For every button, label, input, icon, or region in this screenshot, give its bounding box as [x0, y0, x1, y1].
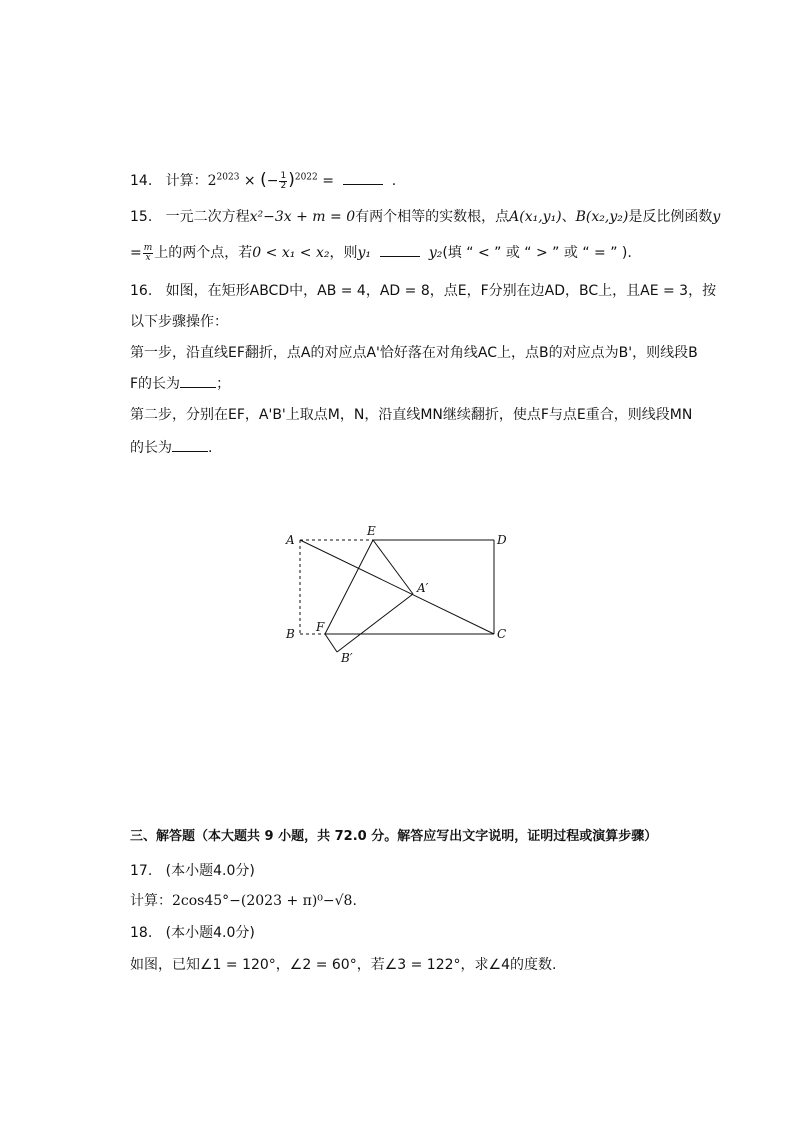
- question-18-body: 如图，已知∠1 = 120°，∠2 = 60°，若∠3 = 122°，求∠4的度数.: [130, 957, 557, 973]
- label-b-prime: B′: [341, 651, 353, 665]
- question-15-cont: = $\frac{m}{x}$ 上的两个点，若0 < x₁ < x₂，则y₁ y₂(填 “ < ” 或 “ > ” 或 “ = ” ).: [130, 242, 632, 263]
- question-17-body: 计算：2cos45°−(2023 + π)⁰−√8.: [130, 893, 357, 909]
- question-number: 15.: [130, 209, 153, 225]
- equation: x²−3x + m = 0: [249, 209, 356, 225]
- question-14: 14. 计算：$2^{2023}$ × (− $\frac{1}{2}$ )$^{2022}$ = .: [130, 170, 397, 191]
- label-d: D: [497, 533, 507, 547]
- answer-blank[interactable]: [172, 439, 208, 452]
- label-c: C: [497, 627, 507, 641]
- label-e: E: [367, 524, 376, 538]
- fraction: $\frac{m}{x}$: [143, 242, 153, 263]
- answer-blank[interactable]: [380, 244, 420, 257]
- question-label: 计算：: [165, 173, 208, 189]
- label-b: B: [286, 627, 295, 641]
- equals-sign: =: [322, 173, 334, 189]
- condition: 0 < x₁ < x₂: [252, 245, 330, 261]
- minus-sign: −: [266, 173, 279, 189]
- expression: 2cos45°−(2023 + π)⁰−√8.: [172, 893, 357, 909]
- rectangle-fold-figure: [280, 520, 520, 670]
- power-base: 2: [207, 173, 217, 189]
- question-points: (本小题4.0分): [165, 925, 255, 941]
- power-exponent: 2023: [216, 172, 240, 183]
- segment-ea-prime: [373, 540, 413, 594]
- question-16-line1: 16. 如图，在矩形ABCD中，AB = 4，AD = 8，点E，F分别在边AD，BC上，且AE = 3，按: [130, 283, 717, 299]
- label-f: F: [316, 620, 325, 634]
- fold-line-ef: [325, 540, 373, 634]
- question-number: 18.: [130, 925, 153, 941]
- question-number: 16.: [130, 283, 153, 299]
- diagonal-ac: [300, 540, 494, 634]
- question-points: (本小题4.0分): [165, 863, 255, 879]
- question-16-line6: 的长为 .: [130, 440, 213, 456]
- question-17-header: [130, 861, 255, 881]
- segment-fb-prime: [325, 634, 337, 652]
- question-16-line5: 第二步，分别在EF，A'B'上取点M，N，沿直线MN继续翻折，使点F与点E重合，则线段MN: [130, 407, 693, 423]
- question-16-line4: F的长为 ；: [130, 376, 231, 392]
- times-sign: ×: [243, 173, 256, 189]
- label-a-prime: A′: [417, 581, 429, 595]
- question-16-line2: 以下步骤操作：: [130, 314, 228, 330]
- fraction: $\frac{1}{2}$: [280, 170, 287, 191]
- question-number: 14.: [130, 173, 153, 189]
- question-15: 15. 一元二次方程x²−3x + m = 0有两个相等的实数根，点A(x₁,y₁)、B(x₂,y₂)是反比例函数y: [130, 209, 721, 225]
- segment-a-prime-b-prime: [337, 594, 413, 652]
- point-a: A(x₁,y₁): [509, 209, 562, 225]
- question-16-line3: 第一步，沿直线EF翻折，点A的对应点A'恰好落在对角线AC上，点B的对应点为B'，则线段B: [130, 345, 698, 361]
- answer-blank[interactable]: [343, 172, 383, 185]
- point-b: B(x₂,y₂): [575, 209, 629, 225]
- power-exponent: 2022: [294, 172, 318, 183]
- section-3-heading: 三、解答题（本大题共 9 小题，共 72.0 分。解答应写出文字说明，证明过程或演算步骤）: [130, 829, 658, 844]
- question-number: 17.: [130, 863, 153, 879]
- answer-blank[interactable]: [180, 375, 216, 388]
- label-a: A: [286, 533, 295, 547]
- question-18-header: [130, 923, 255, 943]
